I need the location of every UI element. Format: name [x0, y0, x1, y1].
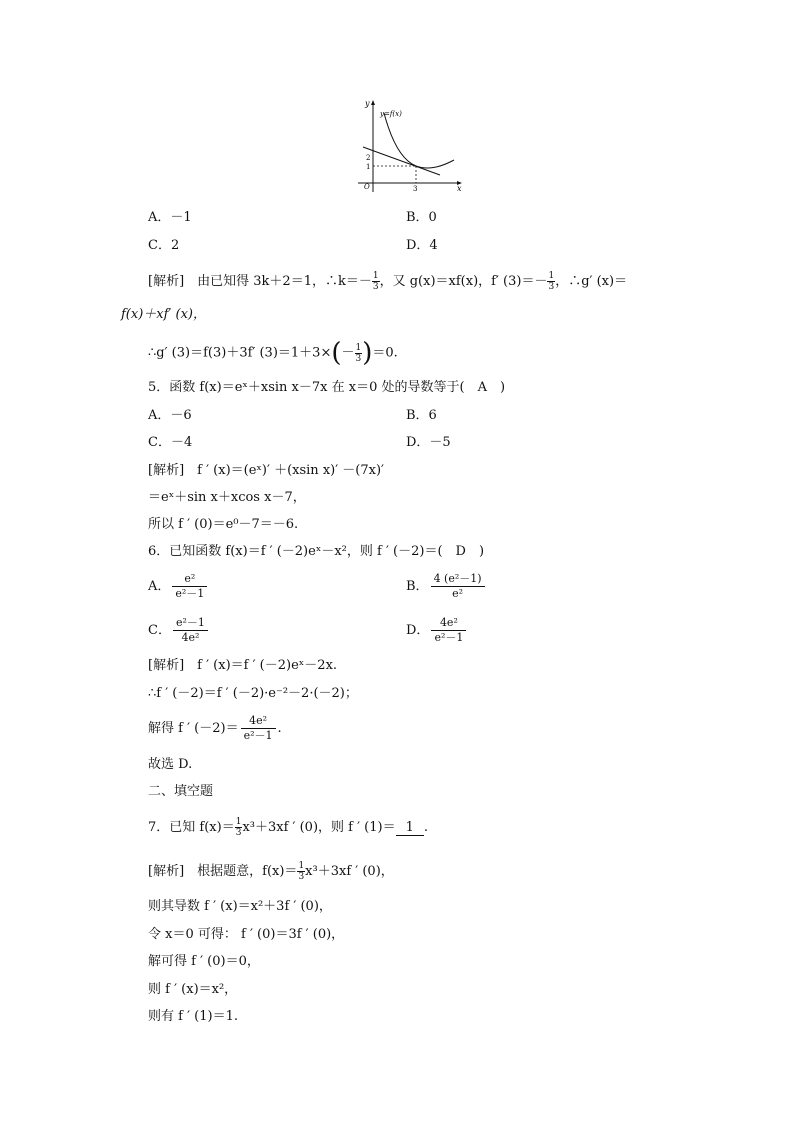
right-paren: ): [362, 338, 373, 368]
fraction-one-third: $\frac{1}{3}$: [372, 271, 379, 292]
curve-label: y=f(x): [380, 110, 402, 118]
q4-sol1-part-c: ，∴g′ (x)＝: [555, 274, 628, 289]
q6-solution-line1: [解析] f ′ (x)＝f ′ (－2)eˣ－2x.: [148, 658, 338, 673]
q7-solution-line2: 则其导数 f ′ (x)＝x²＋3f ′ (0)，: [148, 899, 332, 914]
q6-solution-line3: 解得 f ′ (－2)＝ $\frac{\text{4e²}}{\text{e²－1}}$ .: [148, 714, 282, 742]
tick-3-label: 3: [413, 185, 418, 193]
q6-solution-line2: ∴f ′ (－2)＝f ′ (－2)·e⁻²－2·(－2)；: [148, 686, 358, 701]
q4-solution-line1: [148, 266, 627, 298]
q4-sol3-part-a: ∴g′ (3)＝f(3)＋3f′ (3)＝1＋3×: [148, 345, 332, 361]
q7-solution-line6: 则有 f ′ (1)＝1.: [148, 1009, 238, 1024]
q6-stem: 6．已知函数 f(x)＝f ′ (－2)eˣ－x²，则 f ′ (－2)＝( D ): [148, 544, 485, 559]
q5-stem: 5．函数 f(x)＝eˣ＋xsin x－7x 在 x＝0 处的导数等于( A ): [148, 380, 506, 395]
left-paren: (: [331, 338, 342, 368]
origin-label: O: [364, 183, 370, 191]
y-axis-label: y: [365, 99, 370, 108]
fraction-one-third: $\frac{1}{3}$: [548, 271, 555, 292]
q7-solution-line4: 解可得 f ′ (0)＝0，: [148, 954, 260, 969]
q6-option-d-fraction: $\frac{\text{4e²}}{\text{e²－1}}$: [431, 616, 466, 645]
fraction-one-third: $\frac{1}{3}$: [235, 817, 242, 838]
q6-option-b-fraction: $\frac{\text{4 (e²－1)}}{\text{e²}}$: [431, 572, 485, 601]
tangent-line: [363, 147, 440, 175]
q5-solution-line2: ＝eˣ＋sin x＋xcos x－7，: [148, 490, 306, 505]
q7-solution-line1: [解析] 根据题意，f(x)＝ $\frac{1}{3}$ x³＋3xf ′ (0)，: [148, 861, 394, 882]
q6-option-a-fraction: $\frac{\text{e²}}{\text{e²－1}}$: [172, 572, 207, 601]
q4-solution-line3: [148, 338, 398, 369]
q5-option-d: D．－5: [406, 435, 451, 450]
q6-option-d: D． $\frac{\text{4e²}}{\text{e²－1}}$: [406, 614, 468, 648]
q4-sol1-part-b: ，又 g(x)＝xf(x)，f′ (3)＝－: [379, 274, 548, 289]
q4-option-d: D．4: [406, 238, 438, 253]
q6-option-c-fraction: $\frac{\text{e²－1}}{\text{4e²}}$: [173, 616, 208, 645]
q5-option-a: A．－6: [148, 408, 192, 423]
q5-option-b: B．6: [406, 408, 437, 423]
q4-sol1-part-a: [解析] 由已知得 3k＋2＝1，∴k＝－: [148, 274, 372, 289]
q5-option-c: C．－4: [148, 435, 193, 450]
q7-stem: 7．已知 f(x)＝ $\frac{1}{3}$ x³＋3xf ′ (0)，则 f ′ (1)＝ 1 .: [148, 817, 429, 838]
q4-option-c: C．2: [148, 238, 180, 253]
q4-option-b: B．0: [406, 210, 437, 225]
curve-f: [384, 113, 454, 168]
fraction-one-third: $\frac{1}{3}$: [355, 342, 362, 364]
q6-option-c: C． $\frac{\text{e²－1}}{\text{4e²}}$: [148, 614, 210, 648]
q6-solution-fraction: $\frac{\text{4e²}}{\text{e²－1}}$: [241, 714, 276, 743]
q4-sol3-part-c: ＝0.: [372, 345, 398, 361]
section-title-fill-in: 二、填空题: [148, 784, 214, 799]
q4-option-a: A．－1: [148, 210, 192, 225]
q6-option-a: A． $\frac{\text{e²}}{\text{e²－1}}$: [148, 570, 209, 604]
y-axis-arrow: [371, 100, 375, 105]
q5-solution-line3: 所以 f ′ (0)＝e⁰－7＝－6.: [148, 517, 299, 532]
q6-solution-line4: 故选 D.: [148, 757, 193, 772]
q7-solution-line5: 则 f ′ (x)＝x²，: [148, 982, 238, 997]
tick-1-label: 1: [366, 163, 371, 171]
q4-sol3-part-b: －: [341, 345, 355, 361]
q7-solution-line3: 令 x＝0 可得： f ′ (0)＝3f ′ (0)，: [148, 927, 345, 942]
q5-solution-line1: [解析] f ′ (x)＝(eˣ)′ ＋(xsin x)′ －(7x)′: [148, 463, 384, 478]
q4-solution-line2: f(x)＋xf′ (x)，: [121, 307, 206, 322]
tick-2-label: 2: [366, 154, 371, 162]
fraction-one-third: $\frac{1}{3}$: [298, 861, 305, 882]
x-axis-label: x: [457, 184, 462, 193]
q6-option-b: B． $\frac{\text{4 (e²－1)}}{\text{e²}}$: [406, 570, 487, 604]
function-graph: [356, 96, 468, 194]
q7-answer-blank: 1: [396, 820, 424, 836]
